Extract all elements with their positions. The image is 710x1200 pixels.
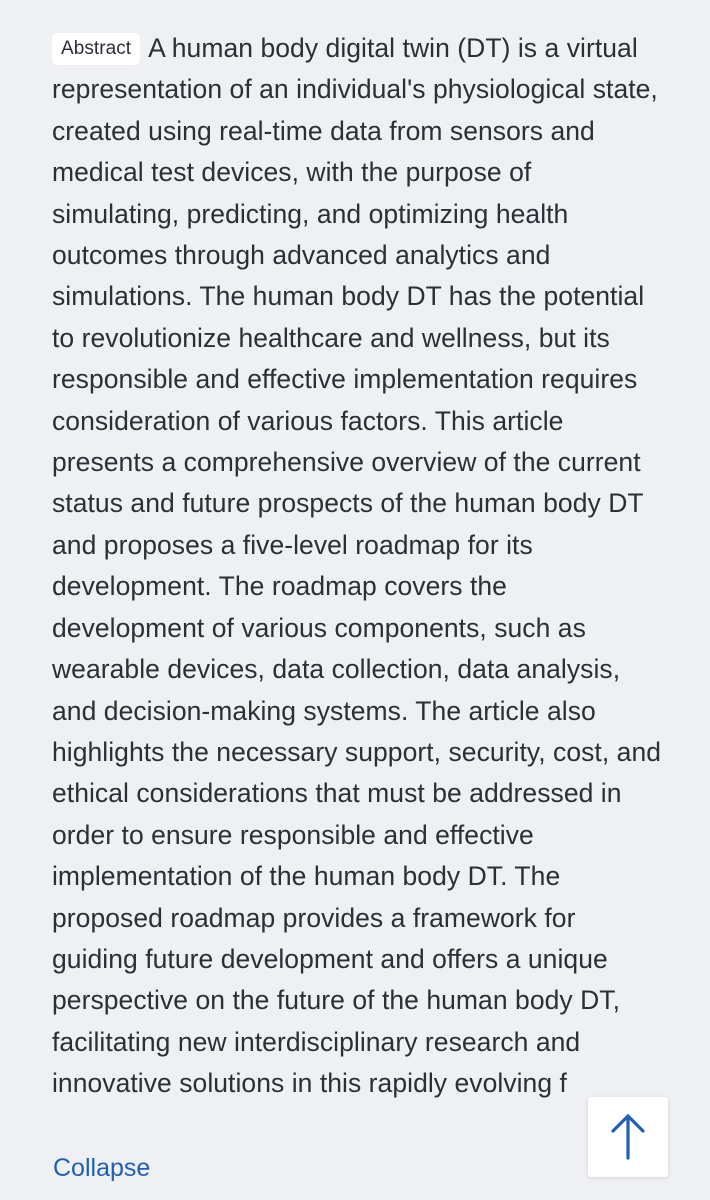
abstract-label: Abstract — [52, 33, 140, 65]
abstract-paragraph — [52, 28, 662, 1105]
abstract-body: A human body digital twin (DT) is a virtual representation of an individual's physiological state, created using real-time data from sensors and medical test devices, with the purpose of simulating, predicting, and optimizing health outcomes through advanced analytics and simulations. The human body DT has the potential to revolutionize healthcare and wellness, but its responsible and effective implementation requires consideration of various factors. This article presents a comprehensive overview of the current status and future prospects of the human body DT and proposes a five-level roadmap for its development. The roadmap covers the development of various components, such as wearable devices, data collection, data analysis, and decision-making systems. The article also highlights the necessary support, security, cost, and ethical considerations that must be addressed in order to ensure responsible and effective implementation of the human body DT. The proposed roadmap provides a framework for guiding future development and offers a unique perspective on the future of the human body DT, facilitating new interdisciplinary research and innovative solutions in this rapidly evolving f — [52, 33, 662, 1099]
abstract-section — [52, 28, 662, 1105]
arrow-up-icon — [606, 1112, 650, 1162]
collapse-link[interactable]: Collapse — [53, 1154, 151, 1182]
scroll-to-top-button[interactable] — [588, 1097, 668, 1177]
